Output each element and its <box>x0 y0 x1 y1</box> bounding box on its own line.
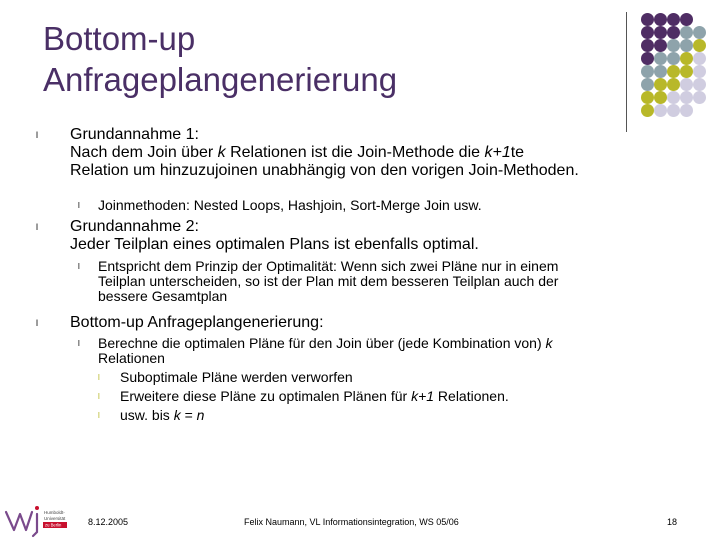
bullet-bottom-up <box>36 314 686 332</box>
subbullet-text-line: Relationen <box>98 350 165 366</box>
subsubbullet-text: Suboptimale Pläne werden verworfen <box>120 369 353 385</box>
logo-text-line: Humboldt- <box>44 510 65 515</box>
bullet-grundannahme-1 <box>36 126 686 180</box>
bullet-grundannahme-2 <box>36 218 686 254</box>
dot <box>667 26 680 39</box>
dot <box>654 26 667 39</box>
bullet-marker: l <box>36 222 38 232</box>
dot <box>654 91 667 104</box>
subsubbullet-marker: l <box>98 373 100 382</box>
dot <box>654 13 667 26</box>
dot <box>667 13 680 26</box>
dot <box>667 104 680 117</box>
subbullet-joinmethoden <box>78 198 678 213</box>
subbullet-berechne <box>78 336 678 366</box>
dot <box>641 13 654 26</box>
footer-page-number: 18 <box>667 517 678 527</box>
dot <box>641 104 654 117</box>
dot <box>680 52 693 65</box>
header-divider <box>626 12 627 132</box>
bullet-text-line: Nach dem Join über k Relationen ist die Join-Methode die k+1te <box>70 144 525 161</box>
title-line-1: Bottom-up <box>43 20 196 57</box>
dot <box>654 78 667 91</box>
footer-author-course: Felix Naumann, VL Informationsintegration, WS 05/06 <box>244 517 459 527</box>
dot <box>680 78 693 91</box>
dot <box>680 65 693 78</box>
dot <box>667 39 680 52</box>
subbullet-text-line: bessere Gesamtplan <box>98 288 228 304</box>
bullet-heading: Bottom-up Anfrageplangenerierung: <box>70 314 324 331</box>
dot <box>680 91 693 104</box>
title-line-2: Anfrageplangenerierung <box>43 61 398 98</box>
hu-logo-graphic <box>4 500 74 540</box>
university-logo <box>4 500 74 540</box>
subbullet-marker: l <box>78 262 80 271</box>
subbullet-text-line: Berechne die optimalen Pläne für den Join über (jede Kombination von) k <box>98 335 553 351</box>
dot <box>654 52 667 65</box>
slide-title <box>43 18 397 100</box>
bullet-heading: Grundannahme 1: <box>70 126 199 143</box>
dot <box>693 78 706 91</box>
dot <box>641 26 654 39</box>
dot <box>654 39 667 52</box>
decorative-dot-grid <box>641 13 713 123</box>
subsubbullet-usw <box>98 406 658 425</box>
bullet-marker: l <box>36 130 38 140</box>
footer-date: 8.12.2005 <box>88 517 129 527</box>
dot <box>667 65 680 78</box>
subsubbullet-erweitere <box>98 387 658 406</box>
dot <box>693 91 706 104</box>
subbullet-marker: l <box>78 201 80 210</box>
subsubbullet-marker: l <box>98 392 100 401</box>
subbullet-optimalitaet <box>78 259 678 304</box>
dot <box>654 65 667 78</box>
subbullet-text: Joinmethoden: Nested Loops, Hashjoin, Sort-Merge Join usw. <box>98 197 482 213</box>
dot <box>641 52 654 65</box>
subsubbullet-text: usw. bis k = n <box>120 407 205 423</box>
dot <box>641 91 654 104</box>
logo-text-line: zu Berlin <box>45 522 62 528</box>
subbullet-marker: l <box>78 339 80 348</box>
dot <box>680 13 693 26</box>
bullet-heading: Grundannahme 2: <box>70 218 199 235</box>
subsubbullet-marker: l <box>98 411 100 420</box>
dot <box>667 52 680 65</box>
subsubbullet-suboptimal <box>98 368 658 387</box>
subbullet-text-line: Teilplan unterscheiden, so ist der Plan mit dem besseren Teilplan auch der <box>98 273 559 289</box>
dot <box>667 91 680 104</box>
dot <box>693 52 706 65</box>
dot <box>680 39 693 52</box>
dot <box>641 39 654 52</box>
dot <box>641 78 654 91</box>
dot <box>654 104 667 117</box>
subsubbullet-text: Erweitere diese Pläne zu optimalen Plänen für k+1 Relationen. <box>120 388 509 404</box>
dot <box>693 26 706 39</box>
bullet-marker: l <box>36 318 38 328</box>
dot <box>693 65 706 78</box>
dot <box>680 104 693 117</box>
subbullet-text-line: Entspricht dem Prinzip der Optimalität: Wenn sich zwei Pläne nur in einem <box>98 258 559 274</box>
dot <box>680 26 693 39</box>
dot <box>641 65 654 78</box>
bullet-text-line: Jeder Teilplan eines optimalen Plans ist ebenfalls optimal. <box>70 236 479 253</box>
dot <box>693 39 706 52</box>
dot <box>667 78 680 91</box>
bullet-text-line: Relation um hinzuzujoinen unabhängig von den vorigen Join-Methoden. <box>70 162 579 179</box>
logo-text-line: Universität <box>44 516 66 521</box>
